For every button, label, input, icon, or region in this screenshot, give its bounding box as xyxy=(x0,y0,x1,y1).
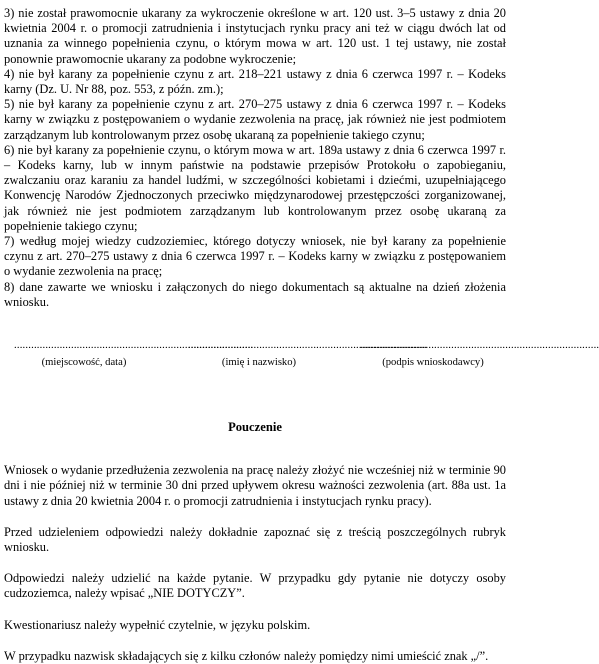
clause-7: 7) według mojej wiedzy cudzoziemiec, którego dotyczy wniosek, nie był karany za popełnienie czynu z art. 270–275 ustawy z dnia 6 czerwca 1997 r. – Kodeks karny w związku z postępowaniem o wydanie zezwolenia na pracę; xyxy=(4,234,506,279)
declaration-clauses xyxy=(4,6,506,310)
dotted-line: .................................................................................... xyxy=(14,340,254,352)
clause-4: 4) nie był karany za popełnienie czynu z art. 218–221 ustawy z dnia 6 czerwca 1997 r. – Kodeks karny (Dz. U. Nr 88, poz. 553, z późn. zm.); xyxy=(4,66,506,97)
note-deadline: Wniosek o wydanie przedłużenia zezwolenia na pracę należy złożyć nie wcześniej niż w terminie 90 dni i nie później niż w terminie 30 dni przed upływem okresu ważności zezwolenia (art. 88a ust. 1a ustawy z dnia 20 kwietnia 2004 r. o promocji zatrudnienia i instytucjach rynku pracy). xyxy=(4,463,506,508)
dotted-line: .................................................................................... xyxy=(360,340,599,352)
note-answer-all: Odpowiedzi należy udzielić na każde pytanie. W przypadku gdy pytanie nie dotyczy osoby cudzoziemca, należy wpisać „NIE DOTYCZY”. xyxy=(4,571,506,601)
instruction-notes xyxy=(4,463,506,664)
clause-6: 6) nie był karany za popełnienie czynu, o którym mowa w art. 189a ustawy z dnia 6 czerwca 1997 r. – Kodeks karny, lub w innym państwie na podstawie przepisów Protokołu o zapobieganiu, zwalczaniu oraz karaniu za handel ludźmi, w szczególności kobietami i dziećmi, uzupełniającego Konwencję Narodów Zjednoczonych przeciwko międzynarodowej przestępczości zorganizowanej, jak również nie jest podmiotem zarządzanym lub kontrolowanym przez osobę ukaraną za popełnienie takiego czynu; xyxy=(4,142,506,233)
place-date-field[interactable] xyxy=(14,340,254,369)
note-multipart-names: W przypadku nazwisk składających się z kilku członów należy pomiędzy nimi umieścić znak „/”. xyxy=(4,648,489,663)
signature-field[interactable] xyxy=(360,340,599,369)
name-field[interactable] xyxy=(188,340,428,369)
name-caption: (imię i nazwisko) xyxy=(221,357,297,369)
note-read-carefully: Przed udzieleniem odpowiedzi należy dokładnie zapoznać się z treścią poszczególnych rubryk wniosku. xyxy=(4,524,506,555)
note-legibly: Kwestionariusz należy wypełnić czytelnie, w języku polskim. xyxy=(4,617,311,632)
clause-3: 3) nie został prawomocnie ukarany za wykroczenie określone w art. 120 ust. 3–5 ustawy z dnia 20 kwietnia 2004 r. o promocji zatrudnienia i instytucjach rynku pracy ani też w ciągu dwóch lat od uznania za winnego popełnienia czynu, o którym mowa w art. 120 ust. 1 tej ustawy, nie został ponownie prawomocnie ukarany za podobne wykroczenie; xyxy=(4,6,506,66)
dotted-line: .................................................................................... xyxy=(188,340,428,352)
clause-8: 8) dane zawarte we wniosku i załączonych do niego dokumentach są aktualne na dzień złożenia wniosku. xyxy=(4,279,506,309)
clause-5: 5) nie był karany za popełnienie czynu z art. 270–275 ustawy z dnia 6 czerwca 1997 r. – Kodeks karny w związku z postępowaniem o wydanie zezwolenia na pracę, jak również nie jest podmiotem zarządzanym lub kontrolowanym przez osobę ukaraną za popełnienie takiego czynu; xyxy=(4,97,506,142)
place-date-caption: (miejscowość, data) xyxy=(41,357,127,369)
section-heading: Pouczenie xyxy=(228,420,282,435)
signature-block xyxy=(4,340,599,383)
signature-caption: (podpis wnioskodawcy) xyxy=(382,357,484,369)
